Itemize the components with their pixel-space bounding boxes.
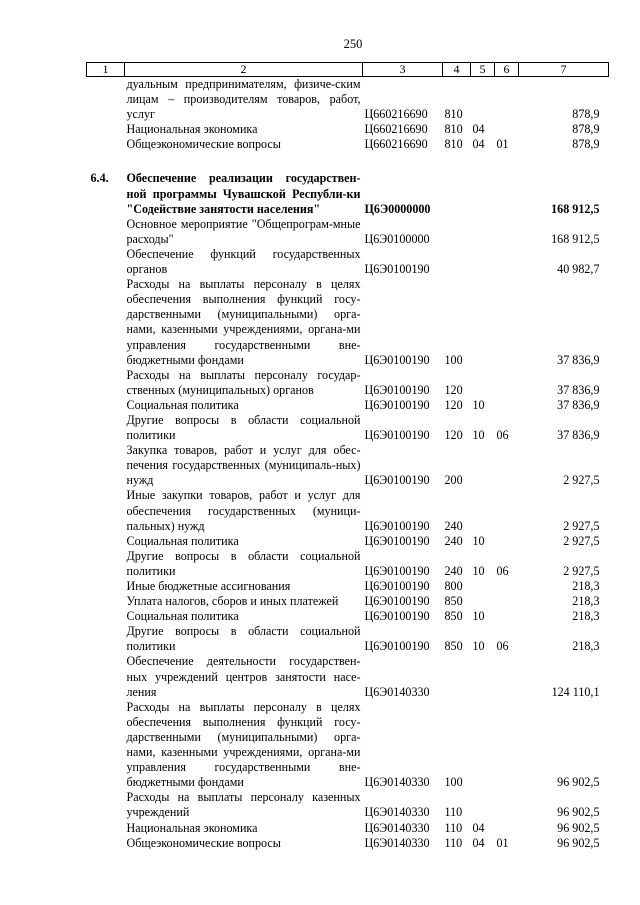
section-code-cell: 04	[472, 137, 485, 152]
target-code-cell: Ц6Э0100190	[364, 262, 430, 277]
section-code-cell: 10	[472, 609, 485, 624]
table-row	[87, 488, 609, 533]
section-number-cell	[87, 122, 125, 137]
expense-type-code-cell	[443, 654, 471, 699]
expense-type-code-cell: 240	[444, 533, 463, 548]
section-number-cell	[87, 534, 125, 549]
expense-type-code-cell: 800	[444, 579, 463, 593]
subsection-code-cell	[495, 443, 519, 488]
table-row	[87, 247, 609, 277]
section-code-cell	[471, 171, 495, 216]
budget-table	[86, 62, 609, 851]
amount-cell: 168 912,5	[551, 231, 600, 246]
table-row	[87, 122, 609, 137]
amount-cell: 2 927,5	[563, 518, 600, 533]
target-code-cell: Ц6Э0100190	[364, 639, 430, 654]
section-code-cell	[471, 594, 495, 609]
column-header: 5	[471, 63, 495, 77]
item-name-cell: Основное мероприятие "Общепрограм-мные расходы"	[126, 216, 361, 246]
section-code-cell	[471, 488, 495, 533]
amount-cell: 2 927,5	[563, 563, 600, 578]
subsection-code-cell	[495, 821, 519, 836]
section-number-cell	[87, 247, 125, 277]
section-code-cell	[471, 77, 495, 123]
item-name-cell: Обеспечение деятельности государствен-ных учреждений центров занятости насе-ления	[126, 654, 361, 699]
subsection-code-cell: 06	[496, 639, 509, 654]
subsection-code-cell	[495, 171, 519, 216]
target-code-cell: Ц660216690	[364, 107, 428, 122]
item-name-cell: Уплата налогов, сборов и иных платежей	[126, 594, 339, 609]
subsection-code-cell	[495, 579, 519, 594]
section-code-cell: 04	[472, 820, 485, 835]
subsection-code-cell	[495, 654, 519, 699]
header-row	[87, 63, 609, 77]
expense-type-code-cell: 240	[444, 563, 463, 578]
spacer-cell	[87, 152, 609, 171]
item-name-cell: Иные закупки товаров, работ и услуг для обеспечения государственных (муници-пальных) нужд	[126, 488, 361, 533]
expense-type-code-cell	[443, 171, 471, 216]
section-code-cell: 10	[472, 639, 485, 654]
subsection-code-cell	[495, 609, 519, 624]
target-code-cell: Ц6Э0100190	[364, 518, 430, 533]
column-header: 3	[363, 63, 443, 77]
target-code-cell: Ц6Э0100190	[364, 352, 430, 367]
item-name-cell: Обеспечение функций государственных органов	[126, 246, 361, 277]
item-name-cell: Обеспечение реализации государствен-ной программы Чувашской Республи-ки "Содействие занятости населения"	[126, 171, 361, 216]
expense-type-code-cell: 850	[444, 594, 463, 609]
amount-cell: 37 836,9	[557, 352, 600, 367]
subsection-code-cell	[495, 368, 519, 398]
subsection-code-cell	[495, 488, 519, 533]
table-row	[87, 836, 609, 851]
target-code-cell: Ц6Э0100190	[364, 397, 430, 412]
item-name-cell: Общеэкономические вопросы	[126, 137, 281, 152]
table-row	[87, 609, 609, 624]
amount-cell: 37 836,9	[557, 428, 600, 443]
expense-type-code-cell: 810	[444, 122, 463, 137]
target-code-cell: Ц6Э0140330	[364, 684, 430, 699]
table-row	[87, 277, 609, 368]
table-row	[87, 821, 609, 836]
amount-cell: 218,3	[572, 609, 600, 624]
target-code-cell: Ц660216690	[364, 122, 428, 137]
section-number-cell	[87, 488, 125, 533]
section-code-cell	[471, 579, 495, 594]
target-code-cell: Ц6Э0100190	[364, 533, 430, 548]
subsection-code-cell: 06	[496, 563, 509, 578]
section-number-cell	[87, 368, 125, 398]
item-name-cell: Национальная экономика	[126, 820, 258, 835]
section-number-cell	[87, 624, 125, 654]
expense-type-code-cell: 240	[444, 518, 463, 533]
table-row	[87, 398, 609, 413]
target-code-cell: Ц6Э0140330	[364, 805, 430, 820]
item-name-cell: Расходы на выплаты персоналу государ-ственных (муниципальных) органов	[126, 367, 361, 397]
column-header: 1	[87, 63, 125, 77]
section-code-cell: 04	[472, 122, 485, 137]
subsection-code-cell	[495, 77, 519, 123]
expense-type-code-cell: 110	[444, 805, 463, 820]
expense-type-code-cell: 850	[444, 609, 463, 624]
target-code-cell: Ц660216690	[364, 137, 428, 152]
item-name-cell: Другие вопросы в области социальной политики	[126, 412, 361, 443]
table-row	[87, 368, 609, 398]
section-number-cell	[87, 654, 125, 699]
column-header: 2	[125, 63, 363, 77]
amount-cell: 96 902,5	[557, 835, 600, 850]
expense-type-code-cell: 120	[444, 428, 463, 443]
subsection-code-cell: 01	[496, 835, 509, 850]
section-code-cell: 04	[472, 835, 485, 850]
amount-cell: 218,3	[572, 579, 600, 593]
item-name-cell: Социальная политика	[126, 533, 239, 548]
target-code-cell: Ц6Э0000000	[364, 201, 431, 216]
target-code-cell: Ц6Э0100190	[364, 579, 430, 593]
table-row	[87, 700, 609, 791]
expense-type-code-cell: 120	[444, 382, 463, 397]
target-code-cell: Ц6Э0140330	[364, 820, 430, 835]
column-header: 4	[443, 63, 471, 77]
section-number-cell	[87, 443, 125, 488]
section-number-cell	[87, 790, 125, 820]
amount-cell: 96 902,5	[557, 820, 600, 835]
subsection-code-cell	[495, 277, 519, 368]
section-code-cell: 10	[472, 563, 485, 578]
item-name-cell: Другие вопросы в области социальной политики	[126, 624, 361, 654]
page-number: 250	[343, 37, 363, 51]
amount-cell: 2 927,5	[563, 473, 600, 488]
expense-type-code-cell: 810	[444, 137, 463, 152]
subsection-code-cell: 01	[496, 137, 509, 152]
expense-type-code-cell: 810	[444, 107, 463, 122]
table-row	[87, 624, 609, 654]
item-name-cell: Расходы на выплаты персоналу в целях обеспечения выполнения функций госу-дарственными (муниципальными) орга-нами, казенными учреждениями, органа-ми управления государственными вне-бюджетными фондами	[126, 699, 361, 790]
section-code-cell: 10	[472, 428, 485, 443]
target-code-cell: Ц6Э0100190	[364, 382, 430, 397]
expense-type-code-cell	[443, 217, 471, 247]
section-code-cell	[471, 700, 495, 791]
expense-type-code-cell: 120	[444, 397, 463, 412]
expense-type-code-cell: 100	[444, 775, 463, 790]
subsection-code-cell	[495, 217, 519, 247]
section-code-cell	[471, 247, 495, 277]
target-code-cell: Ц6Э0140330	[364, 775, 430, 790]
section-code-cell	[471, 790, 495, 820]
subsection-code-cell	[495, 700, 519, 791]
subsection-code-cell	[495, 398, 519, 413]
table-row	[87, 790, 609, 820]
section-code-cell: 10	[472, 533, 485, 548]
section-number-cell	[87, 217, 125, 247]
table-row	[87, 217, 609, 247]
column-header: 7	[519, 63, 609, 77]
section-number-cell: 6.4.	[90, 171, 109, 186]
target-code-cell: Ц6Э0100000	[364, 231, 430, 246]
target-code-cell: Ц6Э0100190	[364, 609, 430, 624]
section-number-cell	[87, 398, 125, 413]
expense-type-code-cell: 200	[444, 473, 463, 488]
table-row	[87, 654, 609, 699]
subsection-code-cell	[495, 247, 519, 277]
expense-type-code-cell: 850	[444, 639, 463, 654]
expense-type-code-cell: 110	[444, 835, 463, 850]
target-code-cell: Ц6Э0100190	[364, 428, 430, 443]
section-code-cell	[471, 654, 495, 699]
subsection-code-cell	[495, 594, 519, 609]
table-row	[87, 443, 609, 488]
section-number-cell	[87, 700, 125, 791]
table-row	[87, 77, 609, 123]
amount-cell: 218,3	[572, 639, 600, 654]
subsection-code-cell	[495, 122, 519, 137]
section-number-cell	[87, 579, 125, 594]
section-code-cell: 10	[472, 397, 485, 412]
expense-type-code-cell	[443, 247, 471, 277]
table-body	[87, 77, 609, 851]
amount-cell: 96 902,5	[557, 775, 600, 790]
item-name-cell: Общеэкономические вопросы	[126, 835, 281, 850]
item-name-cell: Расходы на выплаты персоналу в целях обеспечения выполнения функций госу-дарственными (муниципальными) орга-нами, казенными учреждениями, органа-ми управления государственными вне-бюджетными фондами	[126, 277, 361, 367]
section-code-cell	[471, 368, 495, 398]
column-header: 6	[495, 63, 519, 77]
item-name-cell: Другие вопросы в области социальной политики	[126, 548, 361, 578]
subsection-code-cell	[495, 534, 519, 549]
amount-cell: 37 836,9	[557, 397, 600, 412]
item-name-cell: Закупка товаров, работ и услуг для обес-печения государственных (муниципаль-ных) нужд	[126, 443, 361, 488]
section-number-cell	[87, 549, 125, 579]
section-code-cell	[471, 277, 495, 368]
item-name-cell: Социальная политика	[126, 397, 239, 412]
section-number-cell	[87, 836, 125, 851]
table-row	[87, 534, 609, 549]
amount-cell: 124 110,1	[551, 684, 600, 699]
target-code-cell: Ц6Э0100190	[364, 563, 430, 578]
item-name-cell: Иные бюджетные ассигнования	[126, 579, 291, 593]
subsection-code-cell	[495, 790, 519, 820]
target-code-cell: Ц6Э0100190	[364, 594, 430, 609]
section-number-cell	[87, 77, 125, 123]
amount-cell: 37 836,9	[557, 382, 600, 397]
expense-type-code-cell: 100	[444, 352, 463, 367]
table-row	[87, 413, 609, 443]
section-code-cell	[471, 443, 495, 488]
target-code-cell: Ц6Э0140330	[364, 835, 430, 850]
item-name-cell: Расходы на выплаты персоналу казенных учреждений	[126, 790, 361, 820]
amount-cell: 168 912,5	[551, 201, 600, 216]
amount-cell: 96 902,5	[557, 805, 600, 820]
amount-cell: 878,9	[572, 137, 600, 152]
item-name-cell: Национальная экономика	[126, 122, 258, 137]
target-code-cell: Ц6Э0100190	[364, 473, 430, 488]
amount-cell: 2 927,5	[563, 533, 600, 548]
amount-cell: 878,9	[572, 122, 600, 137]
section-number-cell	[87, 594, 125, 609]
section-number-cell	[87, 821, 125, 836]
table-row	[87, 594, 609, 609]
spacer-row	[87, 152, 609, 171]
subsection-code-cell: 06	[496, 428, 509, 443]
section-number-cell	[87, 609, 125, 624]
section-number-cell	[87, 277, 125, 368]
table-row	[87, 579, 609, 594]
section-number-cell	[87, 137, 125, 152]
item-name-cell: дуальным предпринимателям, физиче-ским лицам – производителям товаров, работ, услуг	[126, 77, 361, 122]
amount-cell: 218,3	[572, 594, 600, 609]
table-row	[87, 137, 609, 152]
expense-type-code-cell: 110	[444, 820, 463, 835]
amount-cell: 40 982,7	[557, 262, 600, 277]
amount-cell: 878,9	[572, 107, 600, 122]
section-number-cell	[87, 413, 125, 443]
item-name-cell: Социальная политика	[126, 609, 239, 624]
section-code-cell	[471, 217, 495, 247]
table-row	[87, 171, 609, 216]
table-row	[87, 549, 609, 579]
